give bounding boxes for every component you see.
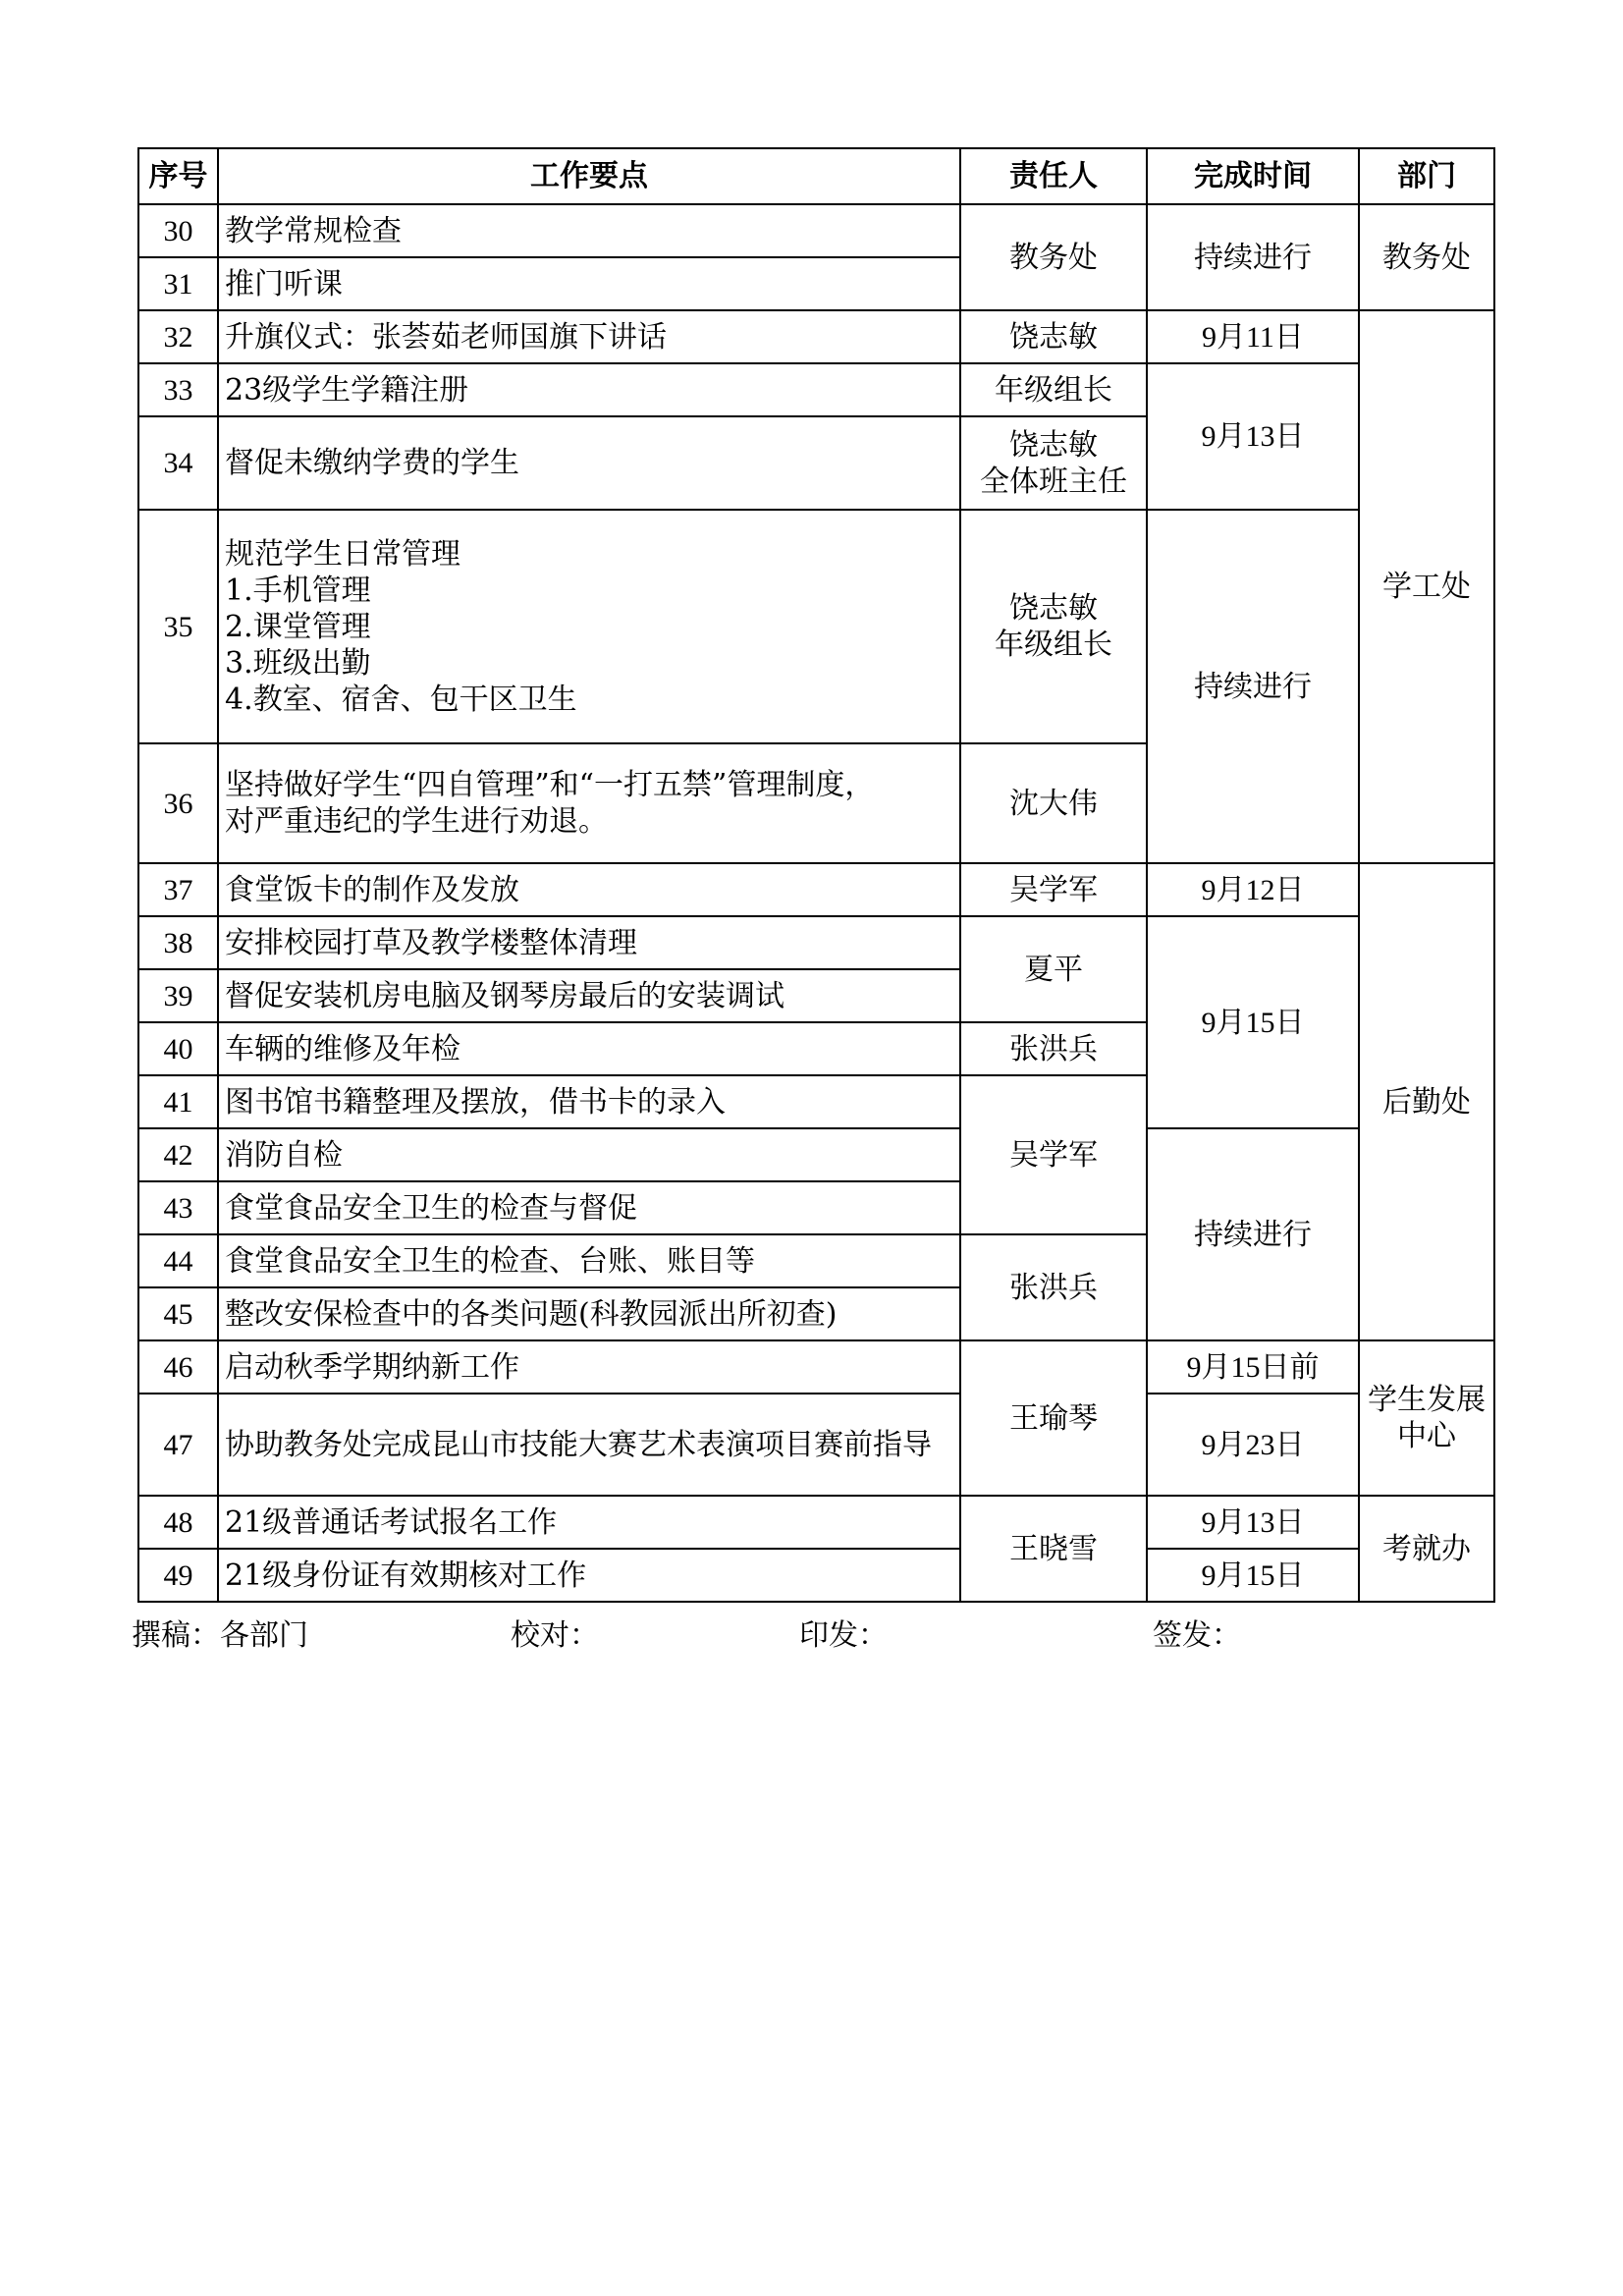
- row-person: 张洪兵: [960, 1234, 1147, 1340]
- table-row: [138, 1128, 1494, 1181]
- row-seq: 48: [138, 1496, 218, 1549]
- table-row: [138, 1549, 1494, 1602]
- table-row: [138, 916, 1494, 969]
- table-row: [138, 1496, 1494, 1549]
- row-seq: 37: [138, 863, 218, 916]
- row-seq: 36: [138, 743, 218, 863]
- row-seq: 35: [138, 510, 218, 743]
- table-row: [138, 310, 1494, 363]
- row-time: 持续进行: [1147, 510, 1359, 863]
- row-seq: 42: [138, 1128, 218, 1181]
- row-seq: 34: [138, 416, 218, 510]
- header-person: 责任人: [960, 148, 1147, 204]
- row-seq: 31: [138, 257, 218, 310]
- row-task: 整改安保检查中的各类问题(科教园派出所初查): [218, 1287, 960, 1340]
- row-seq: 47: [138, 1394, 218, 1496]
- row-person: 饶志敏 全体班主任: [960, 416, 1147, 510]
- row-dept: 考就办: [1359, 1496, 1494, 1602]
- row-seq: 32: [138, 310, 218, 363]
- row-person: 饶志敏: [960, 310, 1147, 363]
- row-seq: 38: [138, 916, 218, 969]
- row-time: 9月15日: [1147, 916, 1359, 1128]
- row-seq: 33: [138, 363, 218, 416]
- table-row: [138, 363, 1494, 416]
- row-seq: 46: [138, 1340, 218, 1394]
- table-row: [138, 510, 1494, 743]
- row-person: 饶志敏 年级组长: [960, 510, 1147, 743]
- row-task: 升旗仪式：张荟茹老师国旗下讲话: [218, 310, 960, 363]
- row-time: 9月13日: [1147, 1496, 1359, 1549]
- row-task: 坚持做好学生“四自管理”和“一打五禁”管理制度， 对严重违纪的学生进行劝退。: [218, 743, 960, 863]
- row-person: 张洪兵: [960, 1022, 1147, 1075]
- row-task: 推门听课: [218, 257, 960, 310]
- row-task: 消防自检: [218, 1128, 960, 1181]
- header-dept: 部门: [1359, 148, 1494, 204]
- row-task: 督促安装机房电脑及钢琴房最后的安装调试: [218, 969, 960, 1022]
- row-task: 协助教务处完成昆山市技能大赛艺术表演项目赛前指导: [218, 1394, 960, 1496]
- row-time: 持续进行: [1147, 204, 1359, 310]
- row-task: 督促未缴纳学费的学生: [218, 416, 960, 510]
- row-person: 教务处: [960, 204, 1147, 310]
- row-time: 9月15日: [1147, 1549, 1359, 1602]
- row-dept: 后勤处: [1359, 863, 1494, 1340]
- row-dept: 教务处: [1359, 204, 1494, 310]
- row-time: 9月23日: [1147, 1394, 1359, 1496]
- row-seq: 41: [138, 1075, 218, 1128]
- row-person: 夏平: [960, 916, 1147, 1022]
- row-time: 9月12日: [1147, 863, 1359, 916]
- row-dept: 学工处: [1359, 310, 1494, 863]
- footer-proof: 校对：: [511, 1618, 599, 1653]
- header-seq: 序号: [138, 148, 218, 204]
- header-time: 完成时间: [1147, 148, 1359, 204]
- footer-draft: 撰稿：各部门: [132, 1618, 308, 1653]
- row-person: 年级组长: [960, 363, 1147, 416]
- row-person: 沈大伟: [960, 743, 1147, 863]
- row-time: 9月11日: [1147, 310, 1359, 363]
- row-task: 车辆的维修及年检: [218, 1022, 960, 1075]
- row-seq: 39: [138, 969, 218, 1022]
- row-task: 食堂饭卡的制作及发放: [218, 863, 960, 916]
- row-task: 食堂食品安全卫生的检查、台账、账目等: [218, 1234, 960, 1287]
- row-task: 教学常规检查: [218, 204, 960, 257]
- table-row: [138, 1394, 1494, 1496]
- row-seq: 45: [138, 1287, 218, 1340]
- table-row: [138, 204, 1494, 257]
- row-seq: 43: [138, 1181, 218, 1234]
- footer-print: 印发：: [799, 1618, 888, 1653]
- row-time: 9月15日前: [1147, 1340, 1359, 1394]
- table-row: [138, 863, 1494, 916]
- work-plan-table: [137, 147, 1495, 1603]
- row-time: 持续进行: [1147, 1128, 1359, 1340]
- row-task: 规范学生日常管理 1.手机管理 2.课堂管理 3.班级出勤 4.教室、宿舍、包干区卫生: [218, 510, 960, 743]
- row-seq: 44: [138, 1234, 218, 1287]
- row-time: 9月13日: [1147, 363, 1359, 510]
- row-seq: 30: [138, 204, 218, 257]
- row-task: 启动秋季学期纳新工作: [218, 1340, 960, 1394]
- row-dept: 学生发展 中心: [1359, 1340, 1494, 1496]
- row-person: 吴学军: [960, 863, 1147, 916]
- row-task: 21级普通话考试报名工作: [218, 1496, 960, 1549]
- footer-sign: 签发：: [1153, 1618, 1241, 1653]
- row-task: 食堂食品安全卫生的检查与督促: [218, 1181, 960, 1234]
- row-person: 吴学军: [960, 1075, 1147, 1234]
- row-task: 23级学生学籍注册: [218, 363, 960, 416]
- row-task: 21级身份证有效期核对工作: [218, 1549, 960, 1602]
- header-task: 工作要点: [218, 148, 960, 204]
- row-seq: 49: [138, 1549, 218, 1602]
- row-person: 王晓雪: [960, 1496, 1147, 1602]
- table-row: [138, 1340, 1494, 1394]
- row-task: 图书馆书籍整理及摆放，借书卡的录入: [218, 1075, 960, 1128]
- row-task: 安排校园打草及教学楼整体清理: [218, 916, 960, 969]
- header-row: [138, 148, 1494, 204]
- row-seq: 40: [138, 1022, 218, 1075]
- row-person: 王瑜琴: [960, 1340, 1147, 1496]
- signature-footer: [132, 1611, 1506, 1654]
